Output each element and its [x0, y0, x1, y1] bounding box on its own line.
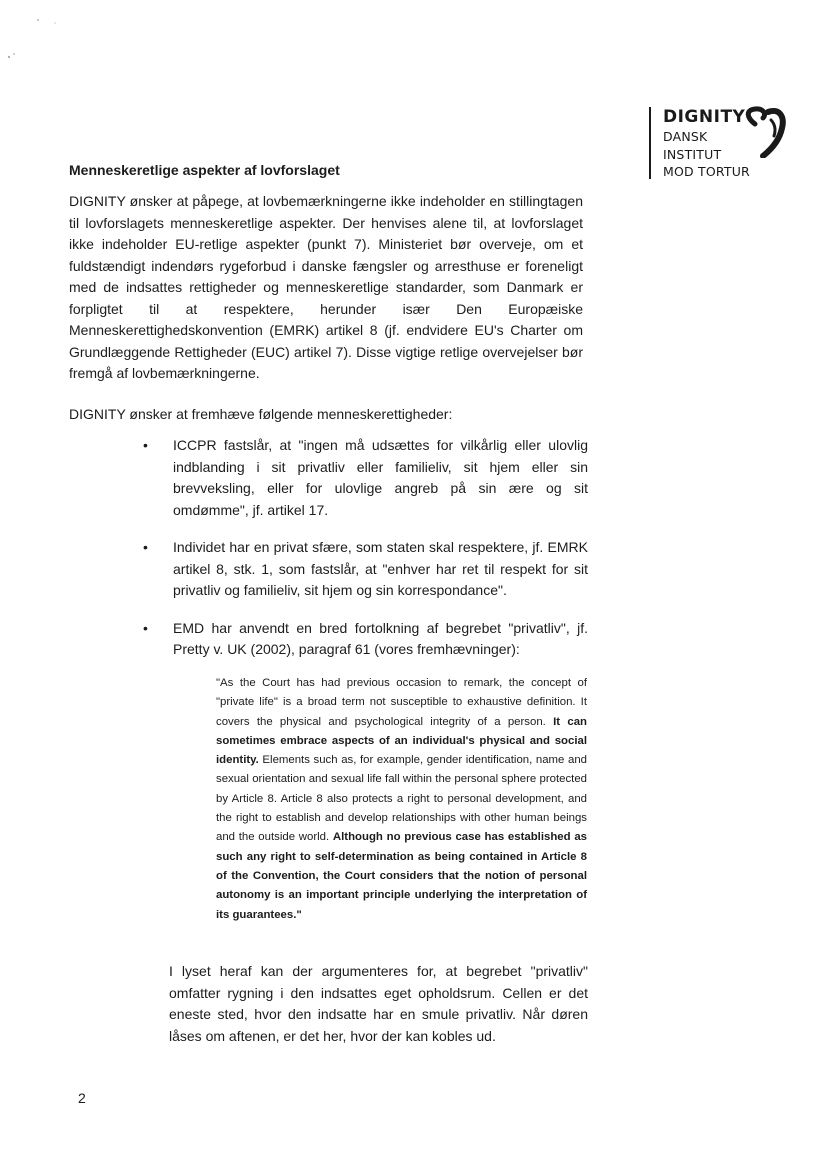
quote-text: Elements such as, for example, gender identification, name and sexual orientation and sexual life fall within the personal sphere protected by Article 8. Article 8 also protects a right to personal development, and the right to establish and develop relationships with other human beings and the outside world. [216, 754, 587, 844]
bullet-text: EMD har anvendt en bred fortolkning af begrebet "privatliv", jf. Pretty v. UK (2002), paragraf 61 (vores fremhævninger): [173, 619, 588, 657]
bullet-icon: • [143, 619, 148, 636]
quote-text: "As the Court has had previous occasion to remark, the concept of "private life" is a broad term not susceptible to exhaustive definition. It covers the physical and psychological integrity of a person. [216, 677, 587, 728]
list-item [143, 618, 588, 661]
list-item [143, 537, 588, 602]
page-number: 2 [78, 1090, 86, 1106]
logo-name: DIGNITY [663, 107, 746, 127]
paragraph-conclusion: I lyset heraf kan der argumenteres for, at begrebet "privatliv" omfatter rygning i den indsattes eget opholdsrum. Cellen er det eneste sted, hvor den indsatte har en smule privatliv. Når døren låses om aftenen, er det her, hvor der kan kobles ud. [169, 963, 588, 1044]
bullet-icon: • [143, 539, 148, 555]
bullet-text: ICCPR fastslår, at "ingen må udsættes for vilkårlig eller ulovlig indblanding i sit privatliv eller familieliv, sit hjem eller sin brevveksling, eller for ulovlige angreb på sin ære og sit omdømme", jf. artikel 17. [173, 437, 588, 518]
section-heading: Menneskeretlige aspekter af lovforslaget [69, 162, 340, 178]
bullet-text: Individet har en privat sfære, som staten skal respektere, jf. EMRK artikel 8, stk. 1, som fastslår, at "enhver har ret til respekt for sit privatliv og familieliv, sit hjem og sin korrespondance". [173, 539, 588, 598]
logo-line-3: MOD TORTUR [663, 164, 750, 179]
rights-bullet-list [143, 435, 588, 677]
quote-emphasis: Although no previous case has established as such any right to self-determination as being contained in Article 8 of the Convention, the Court considers that the notion of personal autonomy is an important principle underlying the interpretation of its guarantees." [216, 831, 587, 921]
logo-line-1: DANSK [663, 129, 708, 144]
scan-specks [0, 0, 80, 70]
paragraph-rights-intro: DIGNITY ønsker at fremhæve følgende menneskerettigheder: [69, 406, 453, 422]
bullet-icon: • [143, 437, 148, 453]
logo-divider-bar [649, 107, 651, 179]
paragraph-intro: DIGNITY ønsker at påpege, at lovbemærkningerne ikke indeholder en stillingtagen til lovforslagets menneskeretlige aspekter. Der henvises alene til, at lovforslaget ikke indeholder EU-retlige aspekter (punkt 7). Ministeriet bør overveje, om et fuldstændigt indendørs rygeforbud i danske fængsler og arresthuse er foreneligt med de indsattes rettigheder og menneskeretlige standarder, som Danmark er forpligtet til at respektere, herunder især Den Europæiske Menneskerettighedskonvention (EMRK) artikel 8 (jf. endvidere EU's Charter om Grundlæggende Rettigheder (EUC) artikel 7). Disse vigtige retlige overvejelser bør fremgå af lovbemærkningerne. [69, 193, 583, 381]
dignity-logo [649, 104, 799, 184]
logo-line-2: INSTITUT [663, 147, 722, 162]
dignity-mark-icon [741, 106, 787, 158]
quote-emphasis: It can sometimes embrace aspects of an individual's physical and social identity. [216, 715, 587, 767]
court-quote [216, 674, 587, 925]
list-item [143, 435, 588, 521]
